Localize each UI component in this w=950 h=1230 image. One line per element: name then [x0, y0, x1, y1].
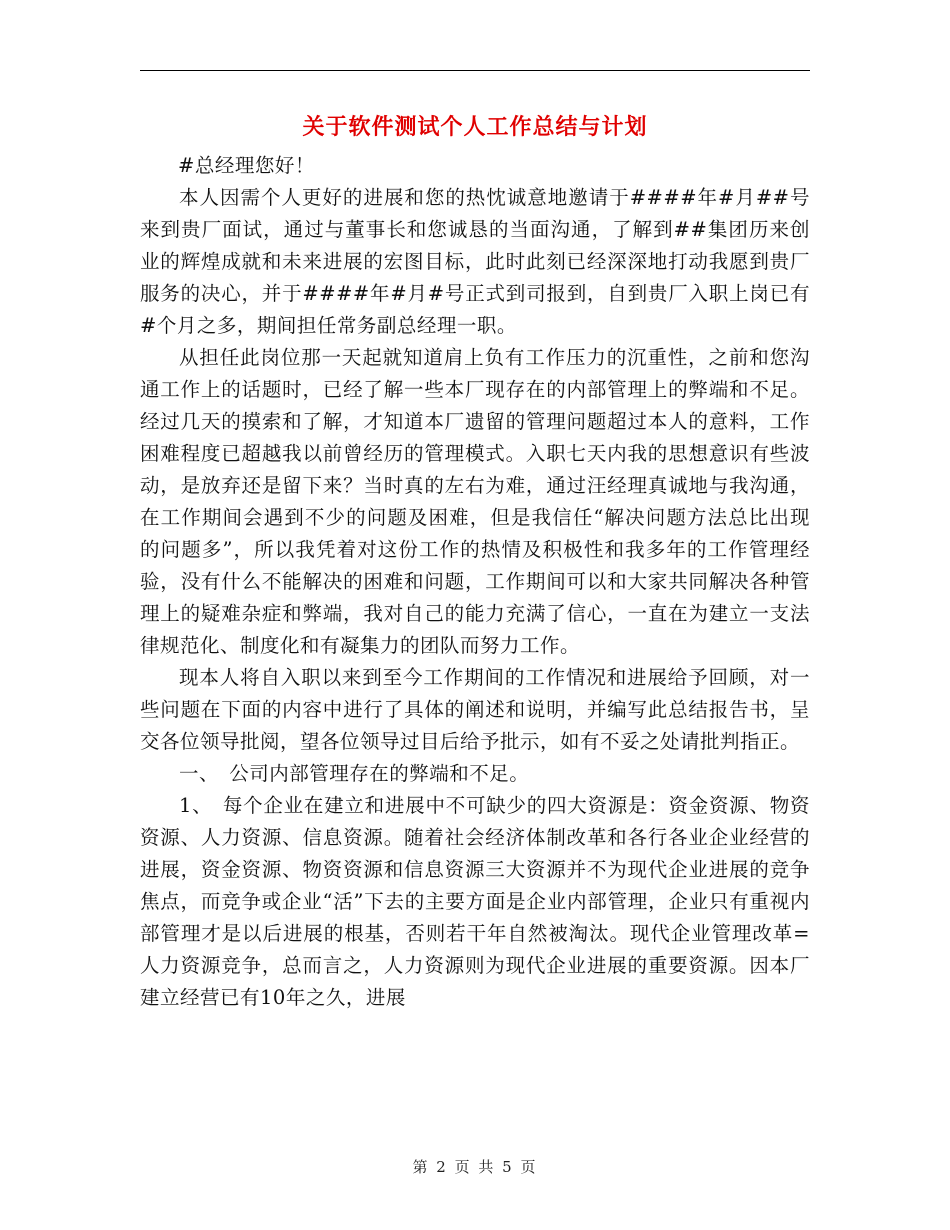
page-number-footer: 第 2 页 共 5 页 [412, 1158, 538, 1176]
header-rule [140, 70, 810, 71]
greeting-line: #总经理您好！ [178, 154, 315, 177]
document-title: 关于软件测试个人工作总结与计划 [302, 115, 648, 140]
section-heading-1: 一、 公司内部管理存在的弊端和不足。 [179, 762, 530, 785]
document-body [140, 150, 810, 1014]
paragraph-challenges: 从担任此岗位那一天起就知道肩上负有工作压力的沉重性，之前和您沟通工作上的话题时，已经了解一些本厂现存在的内部管理上的弊端和不足。经过几天的摸索和了解，才知道本厂遗留的管理问题超过本人的意料，工作困难程度已超越我以前曾经历的管理模式。入职七天内我的思想意识有些波动，是放弃还是留下来？当时真的左右为难，通过汪经理真诚地与我沟通，在工作期间会遇到不少的问题及困难，但是我信任“解决问题方法总比出现的问题多”，所以我凭着对这份工作的热情及积极性和我多年的工作管理经验，没有什么不能解决的困难和问题，工作期间可以和大家共同解决各种管理上的疑难杂症和弊端，我对自己的能力充满了信心，一直在为建立一支法律规范化、制度化和有凝集力的团队而努力工作。 [140, 346, 810, 657]
paragraph-item-1: 1、 每个企业在建立和进展中不可缺少的四大资源是：资金资源、物资资源、人力资源、信息资源。随着社会经济体制改革和各行各业企业经营的进展，资金资源、物资资源和信息资源三大资源并不为现代企业进展的竞争焦点，而竞争或企业“活”下去的主要方面是企业内部管理，企业只有重视内部管理才是以后进展的根基，否则若干年自然被淘汰。现代企业管理改革=人力资源竞争，总而言之，人力资源则为现代企业进展的重要资源。因本厂建立经营已有10年之久，进展 [140, 794, 810, 1009]
paragraph-review: 现本人将自入职以来到至今工作期间的工作情况和进展给予回顾，对一些问题在下面的内容中进行了具体的阐述和说明，并编写此总结报告书，呈交各位领导批阅，望各位领导过目后给予批示，如有不妥之处请批判指正。 [140, 666, 810, 753]
paragraph-intro: 本人因需个人更好的进展和您的热忱诚意地邀请于####年#月##号来到贵厂面试，通过与董事长和您诚恳的当面沟通，了解到##集团历来创业的辉煌成就和未来进展的宏图目标，此时此刻已经深深地打动我愿到贵厂服务的决心，并于####年#月#号正式到司报到，自到贵厂入职上岗已有#个月之多，期间担任常务副总经理一职。 [140, 186, 810, 337]
